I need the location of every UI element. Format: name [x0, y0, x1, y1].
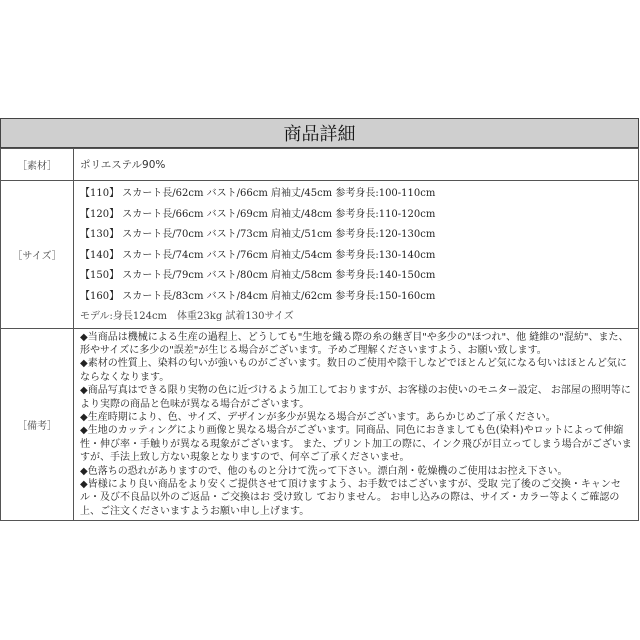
size-line-160: 【160】 スカート長/83cm バスト/84cm 肩袖丈/62cm 参考身長:150-160cm [80, 290, 436, 302]
notes-label: ［備考］ [1, 328, 74, 521]
note-item: ◆生産時期により、色、サイズ、デザインが多少が異なる場合がございます。あらかじめご了承ください。 [80, 412, 556, 423]
model-info: モデル:身長124cm 体重23kg 試着130サイズ [80, 310, 294, 322]
note-item: ◆生地のカッティングにより画像と異なる場合がございます。同商品、同色におきましても色(染料)やロットによって伸縮性・伸び率・手触りが異なる現象がございます。 また、プリント加工の際に、インク飛びが目立ってしまう場合がございますが、手法上致し方ない現象となりますので、何卒ご了承くださいませ。 [80, 425, 632, 464]
material-label: ［素材］ [1, 149, 74, 181]
material-row [1, 149, 639, 181]
note-item: ◆色落ちの恐れがありますので、他のものと分けて洗って下さい。漂白剤・乾燥機のご使用はお控え下さい。 [80, 465, 568, 477]
notes-content [74, 328, 639, 521]
notes-row [1, 328, 639, 521]
note-item: ◆素材の性質上、染料の匂いが強いものがございます。数日のご使用や陰干しなどでほとんど気になる匂いはほとんど気にならなくなります。 [80, 358, 627, 383]
material-value: ポリエステル90% [74, 149, 639, 181]
note-item: ◆商品写真はできる限り実物の色に近づけるよう加工しておりますが、お客様のお使いのモニター設定、 お部屋の照明等により実際の商品と色味が異なる場合がございます。 [80, 385, 631, 410]
section-title: 商品詳細 [0, 118, 639, 148]
size-line-120: 【120】 スカート長/66cm バスト/69cm 肩袖丈/48cm 参考身長:110-120cm [80, 208, 436, 220]
size-line-110: 【110】 スカート長/62cm バスト/66cm 肩袖丈/45cm 参考身長:100-110cm [80, 188, 436, 199]
note-item: ◆皆様により良い商品をより安くご提供させて頂けますよう、お手数ではございますが、受取 完了後のご交換・キャンセル・及び不良品以外のご返品・ご交換はお 受け致し ておりません。 お申し込みの際は、サイズ・カラー等よくご確認の上、ご注文くださいますようお願い申し上げます。 [80, 479, 621, 517]
note-item: ◆当商品は機械による生産の過程上、どうしても"生地を織る際の糸の継ぎ目"や多少の"ほつれ"、他 縫維の"混紡"、また、形やサイズに多少の"誤差"が生じる場合がございます。予めご理解くださいますよう、お願い致します。 [80, 331, 629, 356]
size-line-150: 【150】 スカート長/79cm バスト/80cm 肩袖丈/58cm 参考身長:140-150cm [80, 270, 436, 282]
size-line-130: 【130】 スカート長/70cm バスト/73cm 肩袖丈/51cm 参考身長:120-130cm [80, 229, 436, 241]
size-label: ［サイズ］ [1, 181, 74, 329]
product-details-sheet [0, 118, 639, 521]
details-table [0, 148, 639, 521]
size-content [74, 181, 639, 329]
size-row [1, 181, 639, 329]
size-line-140: 【140】 スカート長/74cm バスト/76cm 肩袖丈/54cm 参考身長:130-140cm [80, 249, 436, 261]
